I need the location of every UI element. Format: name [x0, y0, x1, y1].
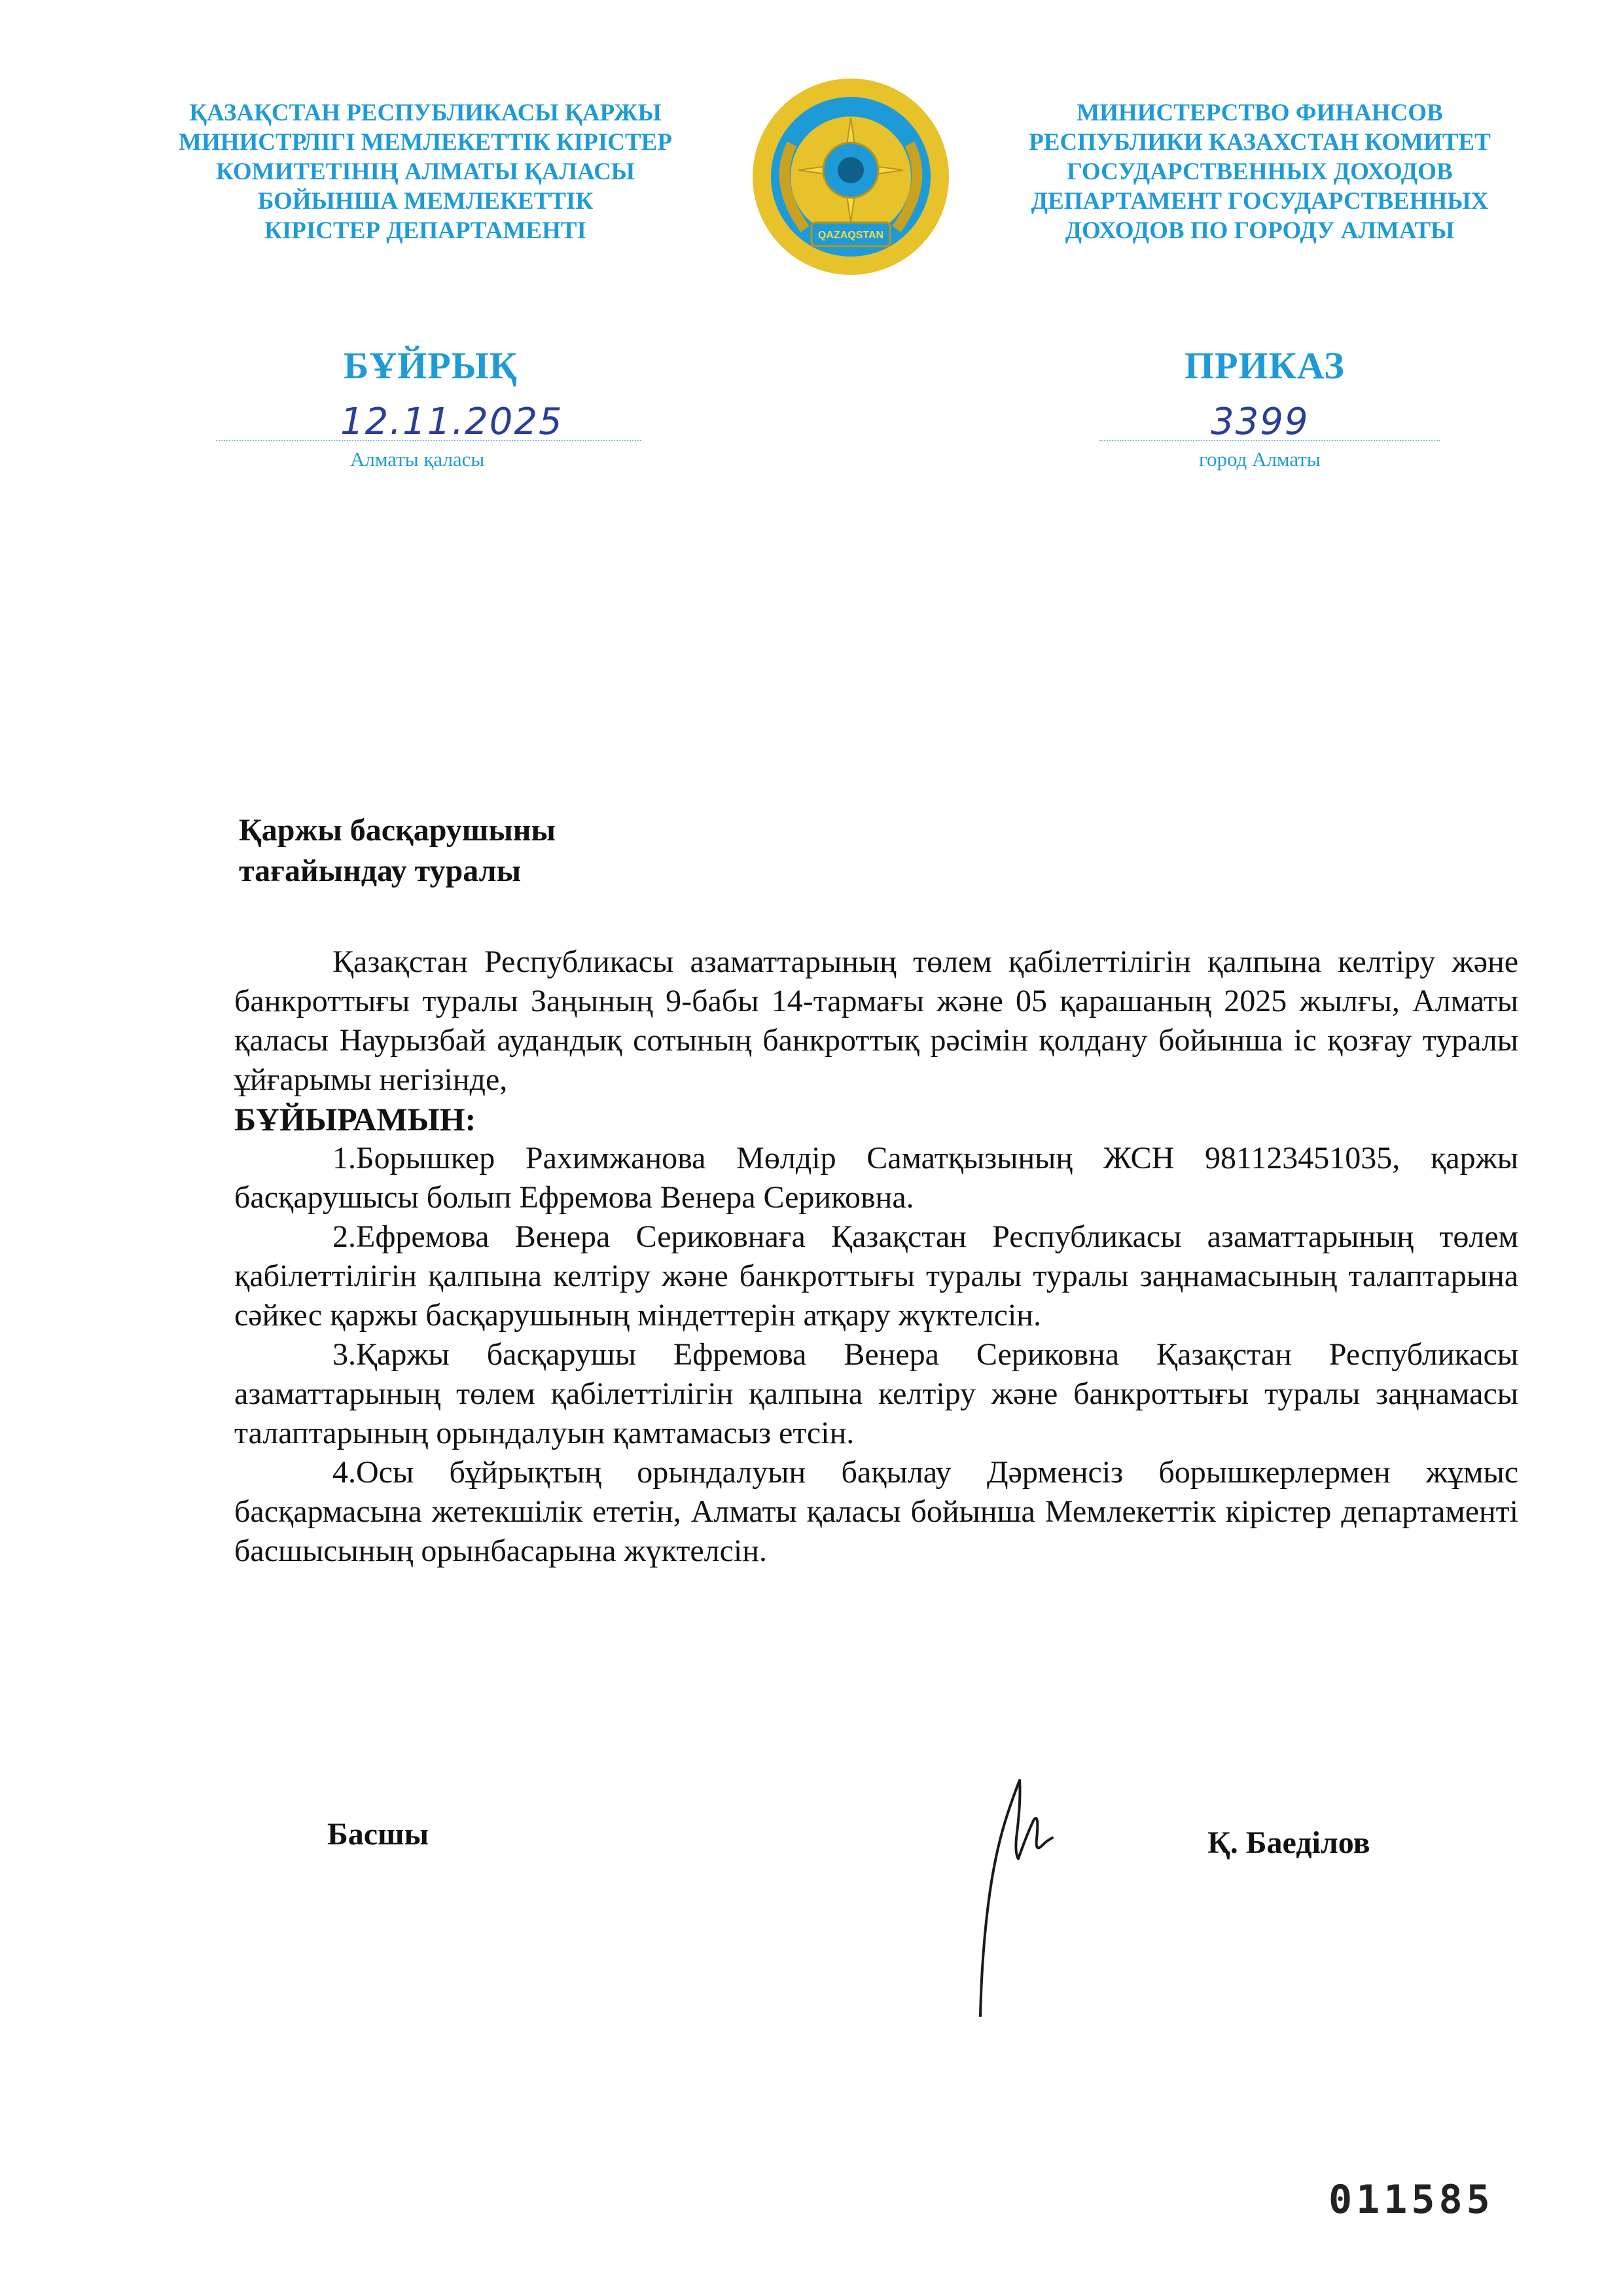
order-item: 1.Борышкер Рахимжанова Мөлдір Саматқызының ЖСН 981123451035, қаржы басқарушысы болып Ефремова Венера Сериковна.	[234, 1141, 1518, 1215]
number-underline	[1099, 440, 1440, 441]
decree-heading: БҰЙЫРАМЫН:	[234, 1101, 476, 1138]
order-date: 12.11.2025	[340, 401, 563, 443]
date-underline	[216, 440, 641, 441]
org-name-kazakh: ҚАЗАҚСТАН РЕСПУБЛИКАСЫ ҚАРЖЫ МИНИСТРЛІГІ МЕМЛЕКЕТТІК КІРІСТЕР КОМИТЕТІНІҢ АЛМАТЫ ҚАЛАСЫ БОЙЫНША МЕМЛЕКЕТТІК КІРІСТЕР ДЕПАРТАМЕНТІ	[179, 99, 672, 244]
place-kazakh: Алматы қаласы	[350, 448, 485, 471]
serial-number: 011585	[1329, 2177, 1494, 2223]
order-body	[234, 942, 1518, 1571]
signatory-position: Басшы	[327, 1817, 429, 1852]
order-title-kazakh: БҰЙРЫҚ	[344, 344, 518, 387]
preamble-paragraph: Қазақстан Республикасы азаматтарының төлем қабілеттілігін қалпына келтіру және банкроттығы туралы Заңының 9-бабы 14-тармағы және 05 қарашаның 2025 жылғы, Алматы қаласы Наурызбай аудандық сотының банкроттық рәсімін қолдану бойынша іс қозғау туралы ұйғарымы негізінде,	[234, 944, 1518, 1097]
emblem-caption: QAZAQSTAN	[817, 230, 884, 241]
org-name-russian: МИНИСТЕРСТВО ФИНАНСОВ РЕСПУБЛИКИ КАЗАХСТАН КОМИТЕТ ГОСУДАРСТВЕННЫХ ДОХОДОВ ДЕПАРТАМЕНТ ГОСУДАРСТВЕННЫХ ДОХОДОВ ПО ГОРОДУ АЛМАТЫ	[1029, 99, 1491, 244]
order-title-russian: ПРИКАЗ	[1185, 344, 1345, 387]
order-item: 3.Қаржы басқарушы Ефремова Венера Сериковна Қазақстан Республикасы азаматтарының төлем қабілеттілігін қалпына келтіру және банкроттығы туралы заңнамасы талаптарының орындалуын қамтамасыз етсін.	[234, 1337, 1518, 1450]
place-russian: город Алматы	[1199, 448, 1321, 471]
handwritten-signature	[969, 1761, 1113, 2022]
order-subject: Қаржы басқарушыны тағайындау туралы	[239, 813, 556, 888]
order-item: 2.Ефремова Венера Сериковнаға Қазақстан Республикасы азаматтарының төлем қабілеттілігін қалпына келтіру және банкроттығы туралы туралы заңнамасының талаптарына сәйкес қаржы басқарушының міндеттерін атқару жүктелсін.	[234, 1219, 1518, 1333]
state-emblem-icon	[746, 72, 955, 281]
order-number: 3399	[1211, 401, 1310, 443]
order-item: 4.Осы бұйрықтың орындалуын бақылау Дәрменсіз борышкерлермен жұмыс басқармасына жетекшілік ететін, Алматы қаласы бойынша Мемлекеттік кірістер департаменті басшысының орынбасарына жүктелсін.	[234, 1455, 1518, 1568]
signatory-name: Қ. Баеділов	[1207, 1825, 1370, 1860]
